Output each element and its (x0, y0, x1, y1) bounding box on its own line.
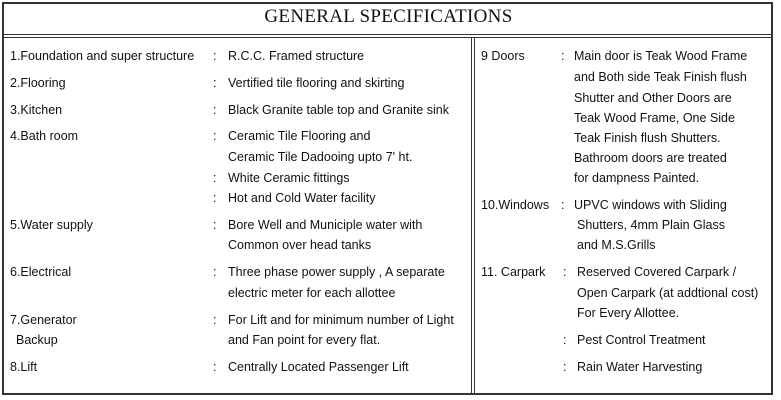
colon: : (213, 313, 217, 327)
colon: : (213, 76, 217, 90)
title-divider-top (2, 34, 773, 35)
spec-value-carpark-3: For Every Allottee. (577, 306, 680, 320)
page-title: GENERAL SPECIFICATIONS (264, 6, 513, 27)
title-divider-bottom (2, 37, 773, 38)
spec-value-doors-3: Shutter and Other Doors are (574, 91, 732, 105)
colon: : (563, 360, 567, 374)
spec-value-doors-6: Bathroom doors are treated (574, 151, 727, 165)
spec-value-generator-2: and Fan point for every flat. (228, 333, 381, 347)
spec-value-carpark-1: Reserved Covered Carpark / (577, 265, 737, 279)
spec-value-electrical-1: Three phase power supply , A separate (228, 265, 445, 279)
spec-value-doors-2: and Both side Teak Finish flush (574, 70, 747, 84)
spec-value-flooring: Vertified tile flooring and skirting (228, 76, 405, 90)
spec-value-water-2: Common over head tanks (228, 238, 372, 252)
spec-label-flooring: 2.Flooring (10, 76, 66, 90)
spec-value-doors-7: for dampness Painted. (574, 171, 700, 185)
colon: : (213, 191, 217, 205)
colon: : (213, 49, 217, 63)
spec-value-carpark-2: Open Carpark (at addtional cost) (577, 286, 759, 300)
spec-label-bathroom: 4.Bath room (10, 129, 79, 143)
spec-label-water: 5.Water supply (10, 218, 93, 232)
spec-value-bathroom-4: Hot and Cold Water facility (228, 191, 376, 205)
spec-value-windows-3: and M.S.Grills (577, 238, 656, 252)
spec-value-rain-water: Rain Water Harvesting (577, 360, 703, 374)
spec-label-generator: 7.Generator (10, 313, 77, 327)
colon: : (213, 218, 217, 232)
spec-label-electrical: 6.Electrical (10, 265, 72, 279)
spec-value-lift: Centrally Located Passenger Lift (228, 360, 409, 374)
spec-value-windows-1: UPVC windows with Sliding (574, 198, 727, 212)
spec-label-generator-2: Backup (16, 333, 58, 347)
spec-value-bathroom-3: White Ceramic fittings (228, 171, 350, 185)
colon: : (563, 265, 567, 279)
column-divider-left (471, 37, 472, 395)
spec-label-kitchen: 3.Kitchen (10, 103, 63, 117)
spec-value-pest-control: Pest Control Treatment (577, 333, 706, 347)
colon: : (563, 333, 567, 347)
spec-value-windows-2: Shutters, 4mm Plain Glass (577, 218, 725, 232)
spec-label-foundation: 1.Foundation and super structure (10, 49, 195, 63)
colon: : (561, 198, 565, 212)
spec-label-lift: 8.Lift (10, 360, 38, 374)
spec-value-bathroom-1: Ceramic Tile Flooring and (228, 129, 371, 143)
spec-label-windows: 10.Windows (481, 198, 550, 212)
spec-value-doors-4: Teak Wood Frame, One Side (574, 111, 735, 125)
colon: : (213, 265, 217, 279)
spec-value-bathroom-2: Ceramic Tile Dadooing upto 7' ht. (228, 150, 413, 164)
spec-label-carpark: 11. Carpark (481, 265, 546, 279)
colon: : (561, 49, 565, 63)
spec-value-generator-1: For Lift and for minimum number of Light (228, 313, 454, 327)
spec-value-doors-1: Main door is Teak Wood Frame (574, 49, 748, 63)
colon: : (213, 360, 217, 374)
spec-value-doors-5: Teak Finish flush Shutters. (574, 131, 721, 145)
spec-label-doors: 9 Doors (481, 49, 525, 63)
colon: : (213, 103, 217, 117)
colon: : (213, 171, 217, 185)
spec-value-kitchen: Black Granite table top and Granite sink (228, 103, 449, 117)
spec-value-electrical-2: electric meter for each allottee (228, 286, 396, 300)
spec-value-water-1: Bore Well and Municiple water with (228, 218, 423, 232)
column-divider-right (474, 37, 475, 395)
spec-value-foundation: R.C.C. Framed structure (228, 49, 365, 63)
colon: : (213, 129, 217, 143)
